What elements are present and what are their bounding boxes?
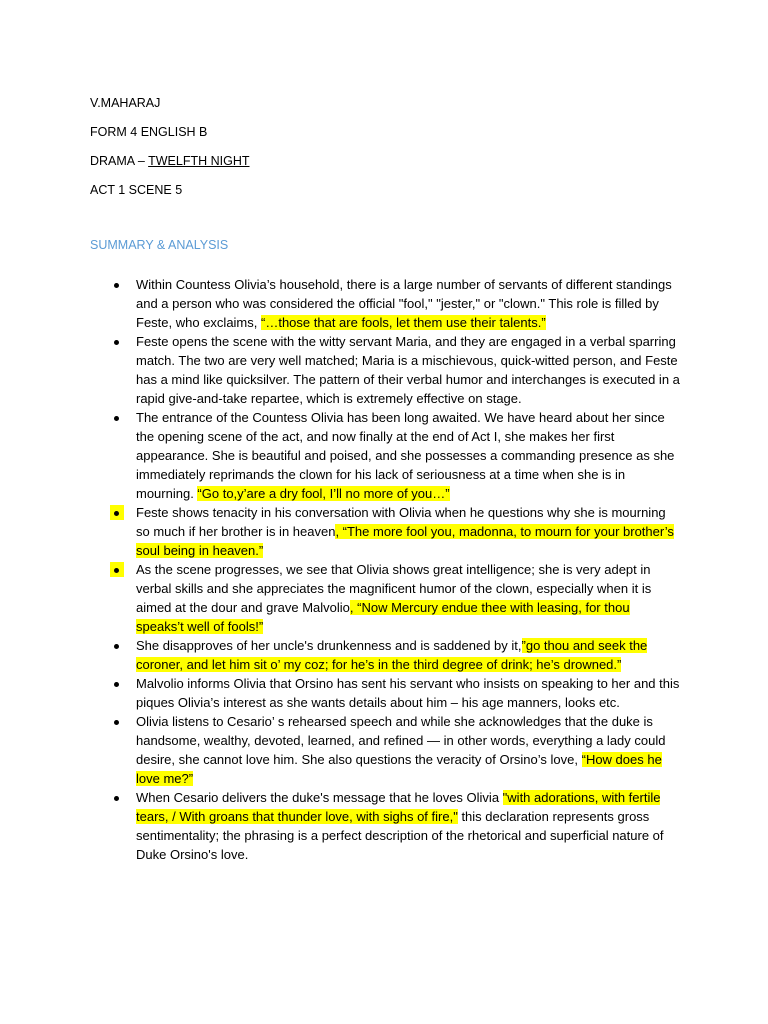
bullet-icon [110,712,136,731]
item-text: The entrance of the Countess Olivia has been long awaited. We have heard about her since the opening scene of the act, and now finally at the end of Act I, she makes her first appearance. She is beautiful and poised, and she possesses a commanding presence as she immediately reprimands the clown for his lack of seriousness at a time when she is in mourning. [136,410,675,501]
highlighted-quote: “Go to,y’are a dry fool, I’ll no more of you…” [197,486,450,501]
list-item [110,636,680,674]
bullet-icon [110,503,136,522]
list-item [110,275,680,332]
bullet-icon [110,636,136,655]
highlighted-quote: “…those that are fools, let them use their talents.” [261,315,546,330]
list-item [110,503,680,560]
item-text: Feste shows tenacity in his conversation with Olivia when he questions why she is mourning so much if her brother is in heaven [136,505,666,539]
list-item [110,674,680,712]
list-item [110,408,680,503]
list-item [110,788,680,864]
highlighted-quote: , “Now Mercury endue thee with leasing, for thou speaks’t well of fools!” [136,600,630,634]
highlighted-quote: , “The more fool you, madonna, to mourn for your brother’s soul being in heaven.” [136,524,674,558]
author-name: V.MAHARAJ [90,96,161,110]
section-heading: SUMMARY & ANALYSIS [90,238,229,252]
summary-list [110,275,680,864]
bullet-icon [110,674,136,693]
item-text: As the scene progresses, we see that Olivia shows great intelligence; she is very adept in verbal skills and she appreciates the magnificent humor of the clown, especially when it is aimed at the dour and grave Malvolio [136,562,652,615]
bullet-icon [110,560,136,579]
item-text: When Cesario delivers the duke's message that he loves Olivia [136,790,503,805]
item-text: Olivia listens to Cesario’ s rehearsed speech and while she acknowledges that the duke is handsome, wealthy, devoted, learned, and refined — in other words, everything a lady could desire, she cannot love him. She also questions the veracity of Orsino’s love, [136,714,666,767]
highlighted-quote: “How does he love me?” [136,752,662,786]
bullet-icon [110,408,136,427]
bullet-icon [110,788,136,807]
list-item [110,560,680,636]
item-text: Malvolio informs Olivia that Orsino has sent his servant who insists on speaking to her and this piques Olivia’s interest as she wants details about him – his age manners, looks etc. [136,676,680,710]
item-text-after: this declaration represents gross sentimentality; the phrasing is a perfect description of the rhetorical and superficial nature of Duke Orsino's love. [136,809,664,862]
item-text: Within Countess Olivia’s household, there is a large number of servants of different standings and a person who was considered the official "fool," "jester," or "clown." This role is filled by Feste, who exclaims, [136,277,672,330]
list-item [110,332,680,408]
highlighted-quote: "with adorations, with fertile tears, / With groans that thunder love, with sighs of fire," [136,790,661,824]
drama-line [90,153,250,169]
drama-prefix: DRAMA – [90,154,149,168]
drama-title: TWELFTH NIGHT [148,154,250,168]
highlighted-quote: ”go thou and seek the coroner, and let him sit o’ my coz; for he’s in the third degree of drink; he’s drowned.” [136,638,648,672]
item-text: Feste opens the scene with the witty servant Maria, and they are engaged in a verbal sparring match. The two are very well matched; Maria is a mischievous, quick-witted person, and Feste has a mind like quicksilver. The pattern of their verbal humor and interchanges is executed in a rapid give-and-take repartee, which is extremely effective on stage. [136,334,680,406]
act-scene: ACT 1 SCENE 5 [90,183,183,197]
form-class: FORM 4 ENGLISH B [90,125,208,139]
bullet-icon [110,332,136,351]
bullet-icon [110,275,136,294]
list-item [110,712,680,788]
item-text: She disapproves of her uncle's drunkenness and is saddened by it, [136,638,522,653]
